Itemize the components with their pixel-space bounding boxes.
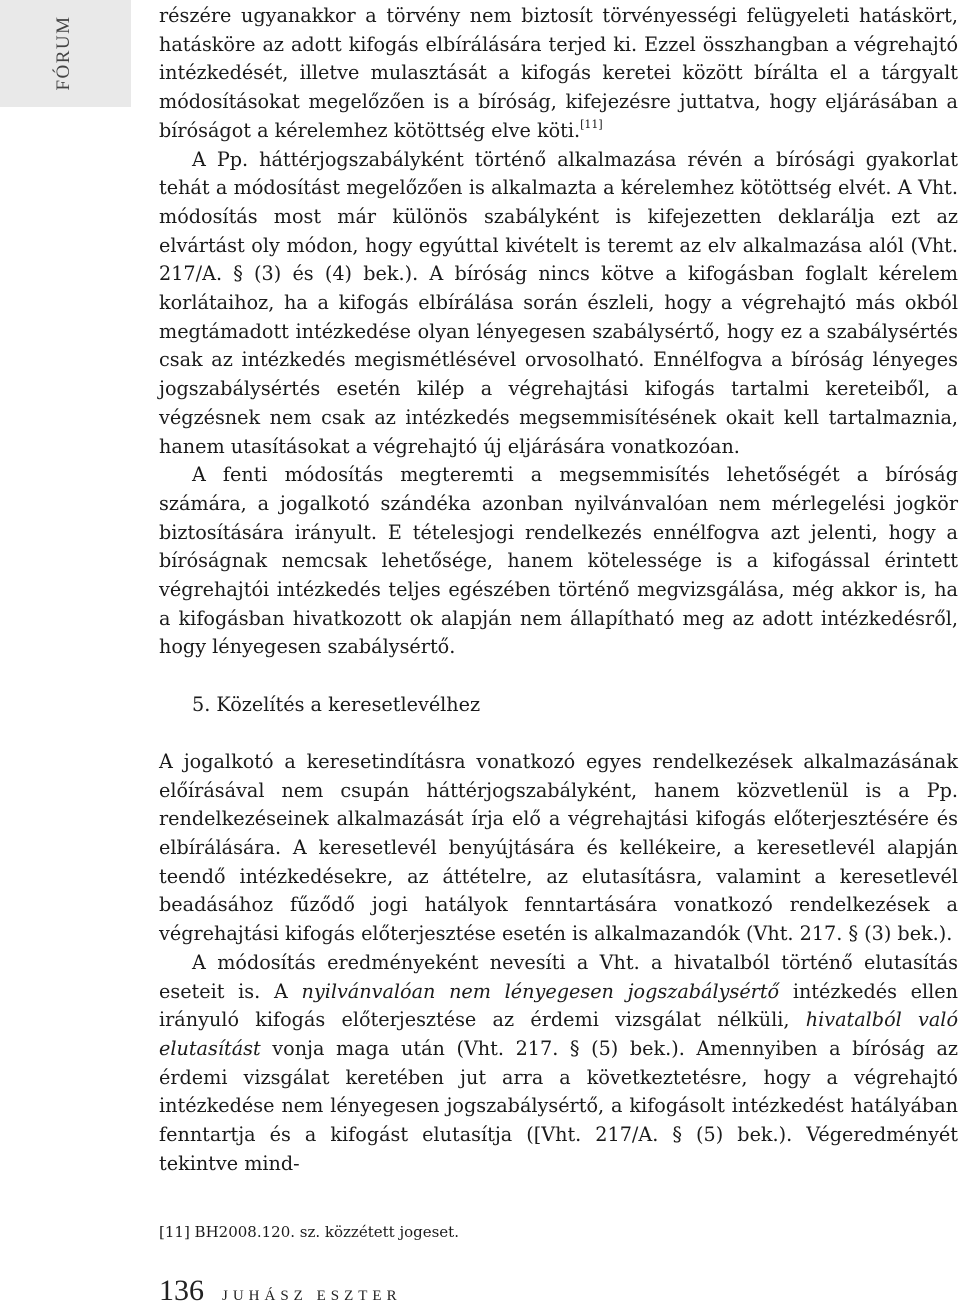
author-name: JUHÁSZ ESZTER [222, 1288, 402, 1304]
paragraph: A jogalkotó a keresetindításra vonatkozó egyes rendelkezések alkalmazásának előírásával nem csupán háttérjogszabályként, hanem közvetlenül is a Pp. rendelkezéseinek alkalmazását írja elő a végrehajtási kifogás előterjesztésére és elbírálására. A keresetlevél benyújtására és kellékeire, a keresetlevél alapján teendő intézkedésekre, az áttételre, az elutasításra, valamint a keresetlevél beadásához fűződő jogi hatályok fenntartására vonatkozó rendelkezések a végrehajtási kifogás előterjesztése esetén is alkalmazandók (Vht. 217. § (3) bek.). [159, 749, 958, 946]
footnote-reference: [11] [580, 117, 603, 131]
paragraph-text: vonja maga után (Vht. 217. § (5) bek.). Amennyiben a bíróság az érdemi vizsgálat keretében jut arra a következtetésre, hogy a végrehajtó intézkedése nem lényegesen jogszabálysértő, a kifogásolt intézkedést hatályában fenntartja és a kifogást elutasítja ([Vht. 217/A. § (5) bek.). Végeredményét tekintve mind- [159, 1036, 958, 1175]
paragraph: A Pp. háttérjogszabályként történő alkalmazása révén a bírósági gyakorlat tehát a módosítást megelőzően is alkalmazta a kérelemhez kötöttség elvét. A Vht. módosítás most már különös szabályként is kifejezetten deklarálja ezt az elvártást oly módon, hogy egyúttal kivételt is teremt az elv alkalmazása alól (Vht. 217/A. § (3) és (4) bek.). A bíróság nincs kötve a kifogásban foglalt kérelem korlátaihoz, ha a kifogás elbírálása során észleli, hogy a végrehajtó más okból megtámadott intézkedése olyan lényegesen szabálysértő, hogy ez a szabálysértés csak az intézkedés megismétlésével orvosolható. Ennélfogva a bíróság lényeges jogszabálysértés esetén kilép a végrehajtási kifogás tartalmi kereteiből, a végzésnek nem csak az intézkedés megsemmisítésének okait kell tartalmaznia, hanem utasításokat a végrehajtó új eljárására vonatkozóan. [159, 147, 958, 458]
page-number: 136 [159, 1274, 204, 1307]
italic-phrase: hivatalból való elutasítást [159, 1008, 959, 1060]
page-footer [159, 1274, 402, 1308]
section-tab [0, 0, 131, 107]
paragraph [159, 949, 958, 1179]
article-body [159, 0, 958, 1178]
paragraph: A fenti módosítás megteremti a megsemmisítés lehetőségét a bíróság számára, a jogalkotó szándéka azonban nyilvánvalóan nem mérlegelési jogkör biztosítására irányult. E tételesjogi rendelkezés ennélfogva azt jelenti, hogy a bíróságnak nemcsak lehetősége, hanem kötelessége is a kifogással érintett végrehajtói intézkedés teljes egészében történő megvizsgálása, még akkor is, ha a kifogásban hivatkozott ok alapján nem állapítható meg az adott intézkedésről, hogy lényegesen szabálysértő. [159, 463, 958, 659]
section-heading: 5. Közelítés a keresetlevélhez [192, 693, 481, 717]
paragraph [159, 2, 958, 146]
paragraph-text: intézkedés ellen irányuló kifogás előterjesztése az érdemi vizsgálat nélküli, [159, 979, 958, 1032]
italic-phrase: nyilvánvalóan nem lényegesen jogszabálysértő [301, 979, 780, 1003]
paragraph-text: részére ugyanakkor a törvény nem biztosít törvényességi felügyeleti hatáskört, hatásköre az adott kifogás elbírálására terjed ki. Ezzel összhangban a végrehajtó intézkedését, illetve mulasztását a kifogás keretei között bírálta el a tárgyalt módosításokat megelőzően is a bíróság, kifejezésre juttatva, hogy eljárásában a bíróságot a kérelemhez kötöttség elve köti. [159, 4, 958, 142]
footnote: [11] BH2008.120. sz. közzétett jogeset. [159, 1223, 459, 1241]
paragraph-text: A módosítás eredményeként nevesíti a Vht. a hivatalból történő elutasítás eseteit is. A [159, 950, 958, 1003]
section-label: FÓRUM [53, 15, 74, 91]
